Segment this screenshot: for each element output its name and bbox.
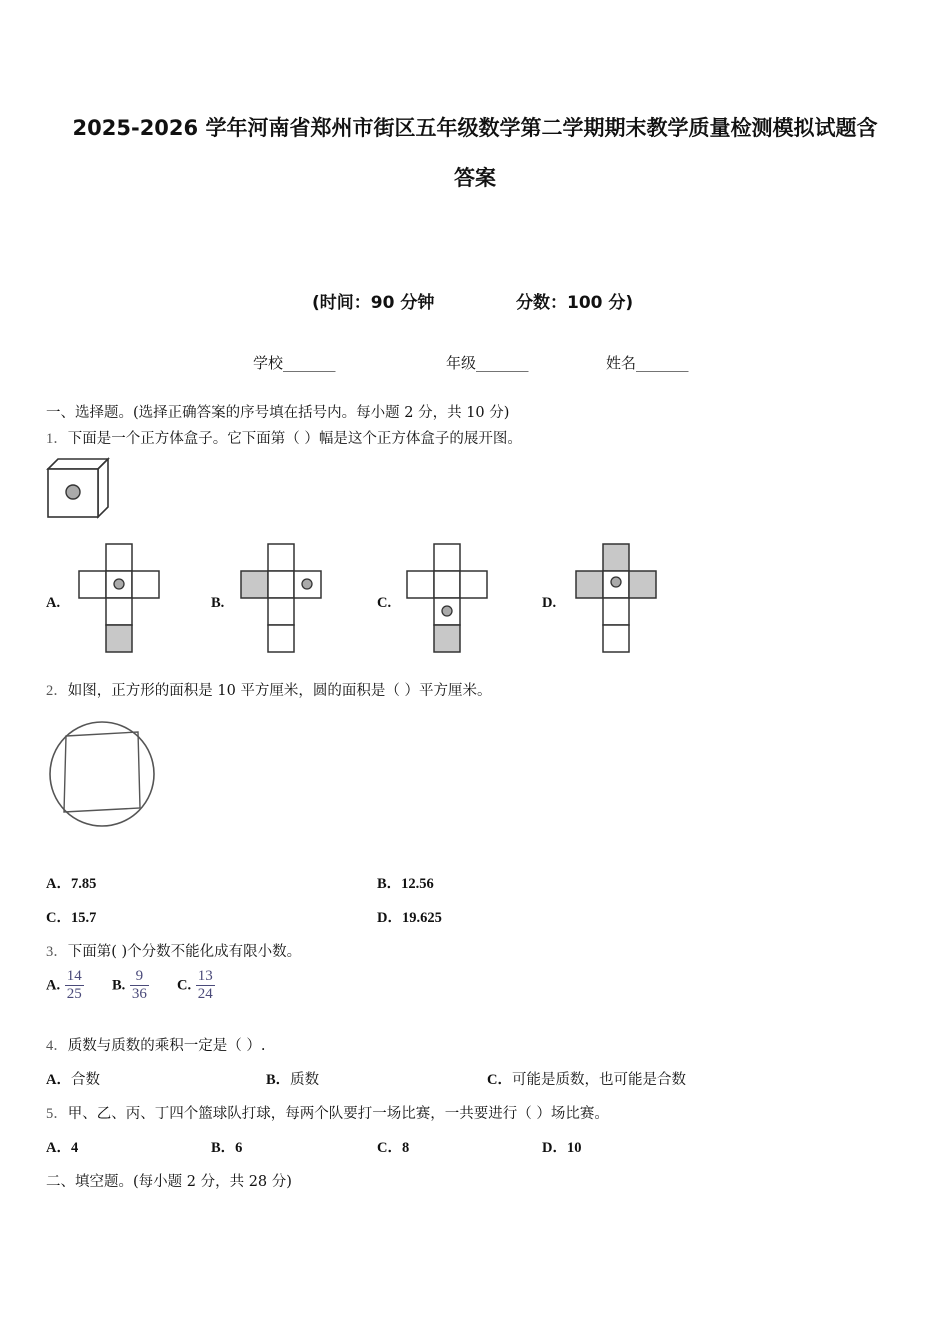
option-label: A．: [46, 1140, 71, 1156]
q2-option-a[interactable]: [46, 872, 96, 893]
question-1: [46, 427, 522, 448]
q3-option-b[interactable]: [112, 968, 149, 1003]
question-text: 如图，正方形的面积是 10 平方厘米，圆的面积是（ ）平方厘米。: [67, 683, 492, 699]
option-label: C.: [177, 977, 192, 994]
fraction: [196, 968, 215, 1003]
option-value: 6: [235, 1140, 243, 1156]
net-a-figure: [78, 543, 162, 653]
q1-option-d[interactable]: D.: [542, 595, 557, 611]
option-value: 质数: [290, 1072, 320, 1088]
circle-square-figure: [48, 718, 156, 830]
option-value: 12.56: [401, 876, 434, 892]
net-b-figure: [240, 543, 324, 653]
exam-score: 分数：100 分): [516, 293, 634, 313]
section-2-heading: 二、填空题。(每小题 2 分，共 28 分): [46, 1174, 292, 1190]
q2-option-b[interactable]: [377, 872, 434, 893]
q4-option-a[interactable]: [46, 1068, 100, 1089]
q2-option-d[interactable]: [377, 906, 442, 927]
q3-option-a[interactable]: [46, 968, 84, 1003]
numerator: 13: [197, 968, 213, 984]
cube-figure: [46, 457, 112, 519]
q1-option-b[interactable]: B.: [211, 595, 225, 611]
fraction: [130, 968, 149, 1003]
option-label: A．: [46, 876, 71, 892]
question-number: 1．: [46, 431, 68, 447]
q3-option-c[interactable]: [177, 968, 215, 1003]
option-value: 19.625: [401, 910, 442, 926]
question-5: [46, 1102, 609, 1123]
section-1-heading: 一、选择题。(选择正确答案的序号填在括号内。每小题 2 分，共 10 分): [46, 405, 510, 421]
option-label: D．: [542, 1140, 567, 1156]
question-number: 4．: [46, 1038, 68, 1054]
question-number: 3．: [46, 944, 68, 960]
question-text: 甲、乙、丙、丁四个篮球队打球，每两个队要打一场比赛，一共要进行（ ）场比赛。: [67, 1106, 609, 1122]
option-label: A.: [46, 977, 61, 994]
q5-option-b[interactable]: [211, 1136, 242, 1157]
option-value: 8: [401, 1140, 410, 1156]
net-c-figure: [406, 543, 490, 653]
q5-option-a[interactable]: [46, 1136, 78, 1157]
option-value: 10: [566, 1140, 582, 1156]
q1-option-a[interactable]: A.: [46, 595, 61, 611]
option-label: B．: [377, 876, 402, 892]
option-value: 4: [70, 1140, 79, 1156]
denominator: 25: [66, 986, 82, 1002]
q4-option-b[interactable]: [266, 1068, 319, 1089]
option-label: A．: [46, 1072, 71, 1088]
question-number: 2．: [46, 683, 68, 699]
q1-option-c[interactable]: C.: [377, 595, 392, 611]
option-label: B．: [266, 1072, 291, 1088]
option-value: 15.7: [70, 910, 97, 926]
net-d-figure: [575, 543, 659, 653]
q4-option-c[interactable]: [487, 1068, 686, 1089]
option-value: 可能是质数，也可能是合数: [511, 1072, 686, 1088]
question-text: 质数与质数的乘积一定是（ ）.: [67, 1038, 266, 1054]
option-label: B．: [211, 1140, 236, 1156]
title-line-2: 答案: [454, 166, 496, 190]
question-4: [46, 1034, 265, 1055]
title-line-1: 2025-2026 学年河南省郑州市街区五年级数学第二学期期末教学质量检测模拟试题含: [72, 116, 878, 140]
q5-option-d[interactable]: [542, 1136, 581, 1157]
question-2: [46, 679, 492, 700]
exam-time: (时间：90 分钟: [312, 293, 435, 313]
option-label: C．: [377, 1140, 402, 1156]
denominator: 36: [131, 986, 147, 1002]
option-label: D．: [377, 910, 402, 926]
option-value: 7.85: [70, 876, 97, 892]
school-field: 学校_______: [253, 354, 336, 372]
option-label: B.: [112, 977, 126, 994]
numerator: 14: [66, 968, 82, 984]
q5-option-c[interactable]: [377, 1136, 409, 1157]
option-label: C．: [46, 910, 71, 926]
grade-field: 年级_______: [446, 354, 529, 372]
q2-option-c[interactable]: [46, 906, 96, 927]
question-3: [46, 940, 301, 961]
numerator: 9: [130, 968, 149, 986]
option-label: C．: [487, 1072, 512, 1088]
fraction: [65, 968, 84, 1003]
question-number: 5．: [46, 1106, 68, 1122]
denominator: 24: [197, 986, 213, 1002]
option-value: 合数: [70, 1072, 100, 1088]
name-field: 姓名_______: [606, 354, 689, 372]
question-text: 下面第( )个分数不能化成有限小数。: [67, 944, 302, 960]
question-text: 下面是一个正方体盒子。它下面第（ ）幅是这个正方体盒子的展开图。: [67, 431, 522, 447]
